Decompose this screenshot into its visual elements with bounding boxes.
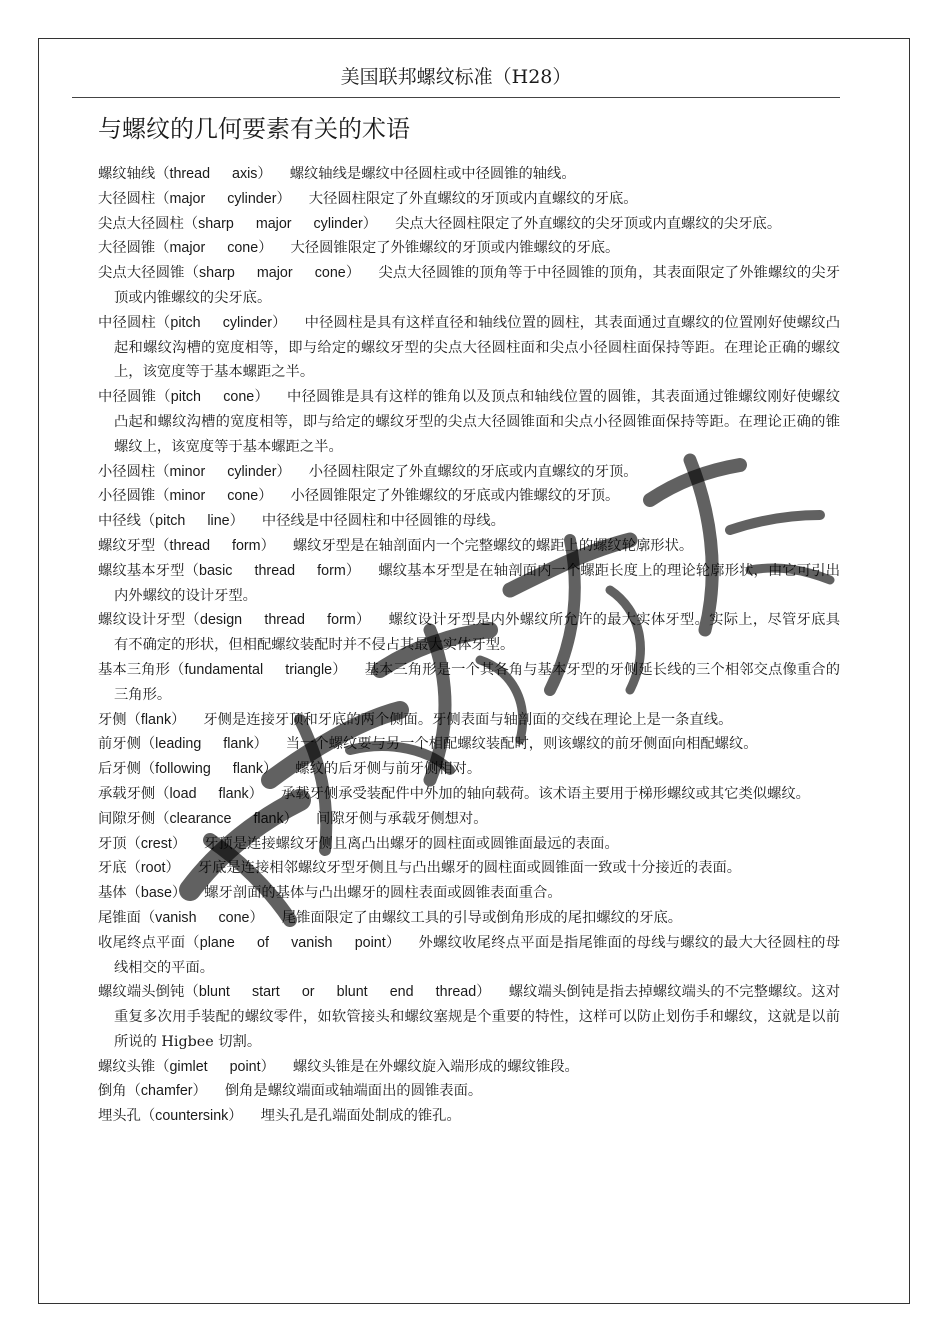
term-entry [98, 757, 840, 782]
term-name: 小径圆锥 [98, 488, 156, 505]
term-name: 中径圆柱 [98, 314, 156, 331]
term-english: （thread axis） [155, 166, 272, 182]
term-definition: 当一个螺纹要与另一个相配螺纹装配时，则该螺纹的前牙侧面向相配螺纹。 [285, 736, 758, 753]
term-english: （crest） [126, 835, 187, 852]
term-entry [98, 782, 840, 807]
term-entry [98, 559, 840, 609]
term-entry [98, 732, 840, 757]
term-definition: 埋头孔是孔端面处制成的锥孔。 [260, 1108, 461, 1125]
term-name: 小径圆柱 [98, 463, 156, 480]
term-name: 埋头孔 [98, 1108, 141, 1125]
term-english: （major cylinder） [155, 190, 291, 207]
term-english: （pitch cone） [156, 389, 270, 406]
term-english: （vanish cone） [140, 909, 264, 926]
term-entry [98, 658, 840, 708]
term-english: （thread form） [155, 537, 275, 554]
term-entry [98, 1055, 840, 1080]
term-english: （clearance flank） [155, 810, 298, 827]
term-name: 中径圆锥 [98, 389, 157, 406]
term-name: 承载牙侧 [98, 785, 156, 802]
term-english: （flank） [126, 711, 186, 728]
term-english: （sharp major cylinder） [183, 215, 378, 232]
term-definition: 螺纹的后牙侧与前牙侧相对。 [295, 761, 482, 778]
term-definition: 尖点大径圆柱限定了外直螺纹的尖牙顶或内直螺纹的尖牙底。 [395, 215, 782, 232]
term-english: （load flank） [155, 785, 263, 802]
term-english: （plane of vanish point） [185, 934, 401, 951]
term-entry [98, 534, 840, 559]
term-definition: 螺纹头锥是在外螺纹旋入端形成的螺纹锥段。 [292, 1058, 579, 1075]
term-name: 螺纹轴线 [98, 166, 156, 182]
term-entry [98, 856, 840, 881]
term-english: （gimlet point） [155, 1058, 275, 1075]
term-english: （chamfer） [126, 1083, 207, 1100]
term-english: （countersink） [140, 1108, 243, 1125]
terms-list [98, 162, 840, 1129]
term-entry [98, 509, 840, 534]
term-name: 收尾终点平面 [98, 934, 186, 951]
term-definition: 螺纹设计牙型是内外螺纹所允许的最大实体牙型。实际上，尽管牙底具有不确定的形状，但相配螺纹装配时并不侵占其最大实体牙型。 [114, 612, 840, 654]
term-entry [98, 311, 840, 385]
term-definition: 小径圆锥限定了外锥螺纹的牙底或内锥螺纹的牙顶。 [290, 488, 620, 505]
term-entry [98, 187, 840, 212]
section-heading: 与螺纹的几何要素有关的术语 [98, 115, 410, 143]
term-definition: 牙侧是连接牙顶和牙底的两个侧面。牙侧表面与轴剖面的交线在理论上是一条直线。 [203, 711, 733, 728]
term-entry [98, 708, 840, 733]
term-english: （following flank） [140, 761, 278, 778]
term-name: 牙底 [98, 860, 127, 877]
term-entry [98, 608, 840, 658]
term-definition: 基本三角形是一个其各角与基本牙型的牙侧延长线的三个相邻交点像重合的三角形。 [114, 661, 840, 703]
term-english: （major cone） [155, 240, 273, 257]
term-english: （design thread form） [185, 612, 371, 629]
term-name: 尾锥面 [98, 909, 141, 926]
term-name: 螺纹设计牙型 [98, 612, 186, 629]
term-definition: 大径圆锥限定了外锥螺纹的牙顶或内锥螺纹的牙底。 [290, 240, 620, 257]
term-name: 前牙侧 [98, 736, 141, 753]
term-english: （leading flank） [140, 736, 268, 753]
term-entry [98, 931, 840, 981]
term-english: （pitch line） [140, 513, 244, 530]
term-entry [98, 236, 840, 261]
term-definition: 大径圆柱限定了外直螺纹的牙顶或内直螺纹的牙底。 [308, 190, 638, 207]
term-definition: 螺纹端头倒钝是指去掉螺纹端头的不完整螺纹。这对重复多次用手装配的螺纹零件，如软管接头和螺纹塞规是个重要的特性，这样可以防止划伤手和螺纹，这就是以前所说的 Higbee 切割。 [114, 984, 840, 1050]
term-name: 大径圆柱 [98, 190, 156, 207]
term-name: 基体 [98, 885, 127, 902]
term-entry [98, 261, 840, 311]
term-definition: 中径线是中径圆柱和中径圆锥的母线。 [261, 513, 505, 530]
document-header [72, 60, 840, 98]
term-english: （fundamental triangle） [170, 661, 347, 678]
term-entry [98, 212, 840, 237]
term-name: 螺纹牙型 [98, 537, 156, 554]
term-english: （root） [126, 860, 180, 877]
term-entry [98, 980, 840, 1054]
term-definition: 尖点大径圆锥的顶角等于中径圆锥的顶角，其表面限定了外锥螺纹的尖牙顶或内锥螺纹的尖牙底。 [114, 265, 840, 306]
term-entry [98, 162, 840, 187]
term-name: 尖点大径圆柱 [98, 215, 184, 232]
term-english: （blunt start or blunt end thread） [184, 984, 491, 1001]
term-english: （basic thread form） [184, 562, 361, 579]
term-name: 间隙牙侧 [98, 810, 156, 827]
term-definition: 螺纹基本牙型是在轴剖面内一个螺距长度上的理论轮廓形状，由它可引出内外螺纹的设计牙型。 [114, 562, 841, 604]
term-definition: 外螺纹收尾终点平面是指尾锥面的母线与螺纹的最大大径圆柱的母线相交的平面。 [114, 934, 841, 976]
term-entry [98, 484, 840, 509]
term-name: 牙顶 [98, 835, 127, 852]
term-entry [98, 881, 840, 906]
term-name: 螺纹端头倒钝 [98, 984, 185, 1001]
term-entry [98, 807, 840, 832]
term-definition: 小径圆柱限定了外直螺纹的牙底或内直螺纹的牙顶。 [308, 463, 638, 480]
term-definition: 间隙牙侧与承载牙侧想对。 [315, 810, 488, 827]
term-name: 后牙侧 [98, 761, 141, 778]
term-definition: 承载牙侧承受装配件中外加的轴向载荷。该术语主要用于梯形螺纹或其它类似螺纹。 [280, 785, 810, 802]
term-definition: 螺牙剖面的基体与凸出螺牙的圆柱表面或圆锥表面重合。 [204, 885, 562, 902]
document-title: 美国联邦螺纹标准（H28） [340, 66, 572, 88]
term-name: 尖点大径圆锥 [98, 265, 185, 282]
term-name: 倒角 [98, 1083, 127, 1100]
term-name: 中径线 [98, 513, 141, 530]
term-english: （base） [126, 885, 187, 902]
term-english: （sharp major cone） [184, 265, 361, 282]
term-entry [98, 832, 840, 857]
term-entry [98, 906, 840, 931]
term-definition: 牙底是连接相邻螺纹牙型牙侧且与凸出螺牙的圆柱面或圆锥面一致或十分接近的表面。 [197, 860, 742, 877]
term-name: 牙侧 [98, 711, 127, 728]
term-definition: 倒角是螺纹端面或轴端面出的圆锥表面。 [224, 1083, 483, 1100]
term-entry [98, 1079, 840, 1104]
term-definition: 牙顶是连接螺纹牙侧且离凸出螺牙的圆柱面或圆锥面最远的表面。 [204, 835, 619, 852]
term-entry [98, 460, 840, 485]
term-definition: 中径圆柱是具有这样直径和轴线位置的圆柱，其表面通过直螺纹的位置刚好使螺纹凸起和螺纹沟槽的宽度相等，即与给定的螺纹牙型的尖点大径圆柱面和尖点小径圆柱面保持等距。在理论正确的螺纹上，该宽度等于基本螺距之半。 [114, 314, 841, 381]
term-entry [98, 385, 840, 459]
term-definition: 尾锥面限定了由螺纹工具的引导或倒角形成的尾扣螺纹的牙底。 [281, 909, 683, 926]
term-name: 基本三角形 [98, 661, 171, 678]
term-english: （minor cylinder） [155, 463, 291, 480]
term-entry [98, 1104, 840, 1129]
term-definition: 螺纹牙型是在轴剖面内一个完整螺纹的螺距上的螺纹轮廓形状。 [292, 537, 694, 554]
term-english: （pitch cylinder） [155, 314, 287, 331]
term-definition: 中径圆锥是具有这样的锥角以及顶点和轴线位置的圆锥，其表面通过锥螺纹刚好使螺纹凸起和螺纹沟槽的宽度相等，即与给定的螺纹牙型的尖点大径圆锥面和尖点小径圆锥面保持等距。在理论正确的锥螺纹上，该宽度等于基本螺距之半。 [114, 389, 840, 455]
term-name: 大径圆锥 [98, 240, 156, 257]
term-name: 螺纹头锥 [98, 1058, 156, 1075]
term-name: 螺纹基本牙型 [98, 562, 185, 579]
term-english: （minor cone） [155, 488, 273, 505]
term-definition: 螺纹轴线是螺纹中径圆柱或中径圆锥的轴线。 [289, 166, 576, 182]
